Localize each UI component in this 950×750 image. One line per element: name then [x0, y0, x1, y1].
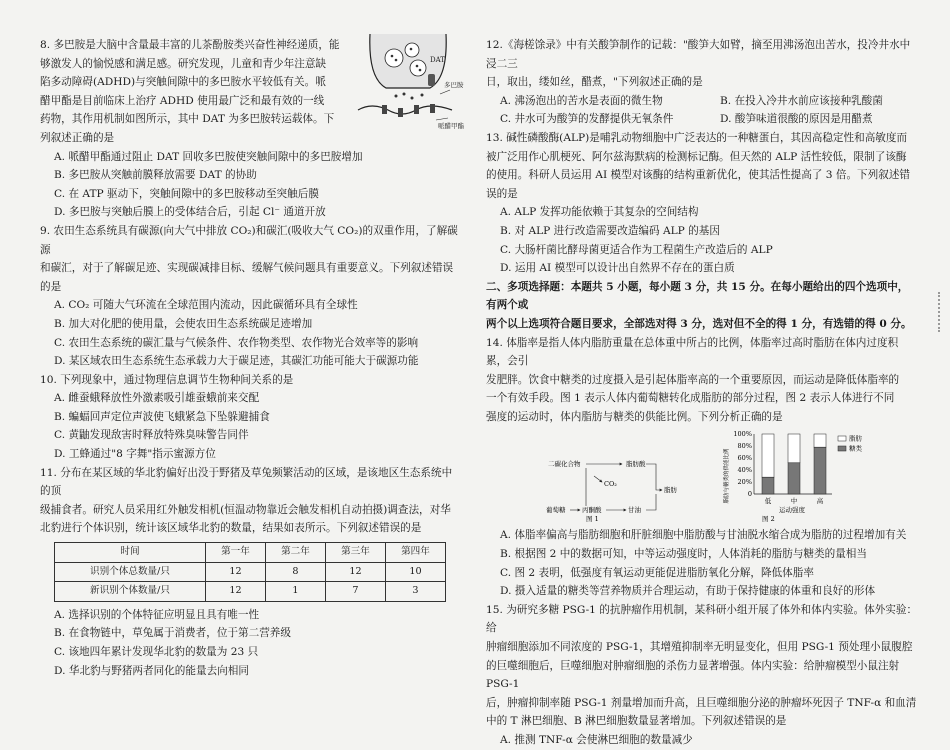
q8-line: 够激发人的愉悦感和满足感。研究发现，儿童和青少年注意缺 [40, 57, 327, 70]
q14-line: 14. 体脂率是指人体内脂肪重量在总体重中所占的比例，体脂率过高时脂肪在体内过度积累，会引 [486, 336, 899, 368]
q15-line: 的巨噬细胞后，巨噬细胞对肿瘤细胞的杀伤力显著增强。体内实验：给肿瘤模型小鼠注射 PSG-1 [486, 659, 900, 691]
q13-line: 13. 碱性磷酸酶(ALP)是哺乳动物细胞中广泛表达的一种糖蛋白，其因高稳定性和高敏度而 [486, 131, 908, 144]
question-12 [486, 36, 918, 129]
x-category-labels [765, 496, 824, 505]
q8-option-a: A. 哌醋甲酯通过阻止 DAT 回收多巴胺使突触间隙中的多巴胺增加 [54, 150, 363, 163]
q10-option-b: B. 蝙蝠回声定位声波使飞蛾紧急下坠躲避捕食 [54, 410, 270, 423]
label-glycerol: 甘油 [628, 506, 641, 515]
q15-line: 后，肿瘤抑制率随 PSG-1 剂量增加而升高，且巨噬细胞分泌的肿瘤坏死因子 TNF-α 和血清 [486, 696, 917, 709]
y-tick-label: 0 [747, 490, 752, 499]
q12-option-d: D. 酸笋味道很酸的原因是用醋煮 [720, 113, 873, 126]
q12-options-row [486, 110, 918, 129]
q14-line: 一个有效手段。图 1 表示人体内葡萄糖转化成脂肪的部分过程，图 2 表示人体进行不同 [486, 392, 895, 405]
table-header-row [55, 543, 446, 563]
chart-ylabel: 脂肪与糖类的供能比例 [724, 448, 730, 504]
label-fatty-acid: 脂肪酸 [626, 460, 646, 469]
q14-option-a: A. 体脂率偏高与脂肪细胞和肝脏细胞中脂肪酸与甘油脱水缩合成为脂肪的过程增加有关 [500, 529, 907, 542]
q14-figures [500, 428, 918, 524]
binding-edge-marks [938, 292, 944, 332]
label-pyruvate: 丙酮酸 [582, 506, 602, 515]
q12-option-b: B. 在投入冷井水前应该接种乳酸菌 [720, 94, 883, 107]
table-header-cell: 第三年 [325, 543, 385, 563]
bar-fat [814, 434, 826, 447]
question-13 [486, 129, 918, 278]
dopamine-label: 多巴胺 [444, 81, 464, 89]
question-9 [40, 222, 458, 371]
table-cell: 识别个体总数量/只 [55, 562, 206, 582]
x-category-label: 中 [790, 497, 798, 506]
energy-ratio-chart [722, 428, 892, 522]
q11-option-b: B. 在食物链中，草兔属于消费者，位于第二营养级 [54, 627, 291, 640]
leopard-count-table [54, 542, 446, 602]
q8-line: 列叙述正确的是 [40, 131, 115, 144]
label-co2: CO₂ [604, 480, 617, 489]
q15-line: 肿瘤细胞添加不同浓度的 PSG-1，其增殖抑制率无明显变化，但用 PSG-1 预处理小鼠腹腔 [486, 641, 913, 654]
legend-sugar-swatch [838, 446, 846, 451]
dat-label: DAT [430, 56, 445, 64]
synapse-diagram [352, 32, 464, 132]
q15-line: 中的 T 淋巴细胞、B 淋巴细胞数量显著增加。下列叙述错误的是 [486, 715, 787, 728]
question-15 [486, 601, 918, 750]
legend-sugar-label: 糖类 [849, 444, 862, 453]
q11-option-c: C. 该地四年累计发现华北豹的数量为 23 只 [54, 646, 259, 658]
bar-fat [788, 434, 800, 463]
table-cell: 12 [205, 582, 265, 602]
table-cell: 7 [325, 582, 385, 602]
q10-option-c: C. 黄鼬发现敌害时释放特殊臭味警告同伴 [54, 429, 249, 442]
q13-line: 误的是 [486, 187, 518, 200]
q14-option-c: C. 图 2 表明，低强度有氧运动更能促进脂肪氧化分解，降低体脂率 [500, 566, 814, 579]
section-2-heading [486, 278, 918, 334]
table-cell: 12 [325, 562, 385, 582]
table-cell: 3 [385, 582, 445, 602]
q11-line: 北豹进行个体识别，统计该区域华北豹的数量，结果如表所示。下列叙述错误的是 [40, 522, 422, 535]
q13-option-a: A. ALP 发挥功能依赖于其复杂的空间结构 [500, 206, 699, 219]
section-2-line: 两个以上选项符合题目要求，全部选对得 3 分，选对但不全的得 1 分，有选错的得 0 分。 [486, 317, 912, 330]
q9-line: 和碳汇，对于了解碳足迹、实现碳减排目标、缓解气候问题具有重要意义。下列叙述错误的是 [40, 262, 454, 293]
q12-line: 日，取出，缕如丝，醋煮，"下列叙述正确的是 [486, 76, 703, 89]
table-cell: 10 [385, 562, 445, 582]
q10-option-d: D. 工蜂通过"8 字舞"指示蜜源方位 [54, 448, 216, 461]
x-category-label: 高 [816, 497, 824, 506]
q11-option-d: D. 华北豹与野猪两者同化的能量去向相同 [54, 664, 249, 677]
q15-line: 15. 为研究多糖 PSG-1 的抗肿瘤作用机制，某科研小组开展了体外和体内实验。体外实验：给 [486, 603, 918, 635]
q8-option-d: D. 多巴胺与突触后膜上的受体结合后，引起 Cl⁻ 通道开放 [54, 206, 326, 219]
y-tick-label: 80% [737, 442, 752, 451]
figure-1-caption: 图 1 [586, 515, 599, 523]
q9-option-b: B. 加大对化肥的使用量，会使农田生态系统碳足迹增加 [54, 317, 313, 330]
q14-line: 强度的运动时，体内脂肪与糖类的供能比例。下列分析正确的是 [486, 410, 783, 423]
vesicle [385, 49, 403, 67]
q13-line: 被广泛用作心肌梗死、阿尔兹海默病的检测标记酶。但天然的 ALP 活性较低，限制了该酶 [486, 150, 907, 163]
q12-options-row [486, 92, 918, 111]
y-tick-label: 20% [737, 478, 752, 487]
table-cell: 12 [205, 562, 265, 582]
table-header-cell: 时间 [55, 543, 206, 563]
legend-fat-label: 脂肪 [849, 434, 862, 443]
dat-transporter [428, 74, 435, 86]
q8-line: 8. 多巴胺是大脑中含量最丰富的儿茶酚胺类兴奋性神经递质，能 [40, 39, 340, 51]
question-10 [40, 371, 458, 464]
vesicle [410, 60, 426, 76]
bar-sugar [814, 448, 826, 495]
q12-option-a: A. 沸汤泡出的苦水是表面的微生物 [500, 94, 663, 107]
q8-line: 醋甲酯是目前临床上治疗 ADHD 使用最广泛和最有效的一线 [40, 94, 325, 107]
q8-line: 陷多动障碍(ADHD)与突触间隙中的多巴胺水平较低有关。哌 [40, 76, 326, 89]
y-tick-label: 60% [737, 454, 752, 463]
q12-line: 12.《海槎馀录》中有关酸笋制作的记载："酸笋大如臂，摘至用沸汤泡出苦水，投冷井水中浸二三 [486, 39, 911, 70]
bar-sugar [762, 478, 774, 495]
q10-stem: 10. 下列现象中，通过物理信息调节生物种间关系的是 [40, 373, 294, 386]
pathway-figure-1 [546, 454, 696, 522]
chart-xlabel: 运动强度 [779, 506, 805, 515]
q11-line: 级捕食者。研究人员采用红外触发相机(恒温动物靠近会触发相机自动拍摄)调查法，对华 [40, 503, 451, 516]
vesicle [405, 43, 419, 57]
left-column [40, 36, 464, 680]
table-cell: 8 [265, 562, 325, 582]
y-tick-label: 100% [733, 430, 752, 439]
section-2-line: 二、多项选择题：本题共 5 小题，每小题 3 分，共 15 分。在每小题给出的四个选项中，有两个或 [486, 280, 909, 312]
q15-option-a: A. 推测 TNF-α 会使淋巴细胞的数量减少 [500, 734, 693, 746]
bar-group [762, 434, 826, 494]
q11-option-a: A. 选择识别的个体特征应明显且具有唯一性 [54, 608, 260, 621]
q14-option-d: D. 摄入适量的糖类等营养物质并合理运动，有助于保持健康的体重和良好的形体 [500, 585, 876, 598]
question-8 [40, 36, 464, 222]
q9-option-c: C. 农田生态系统的碳汇量与气候条件、农作物类型、农作物光合效率等的影响 [54, 336, 419, 349]
legend-fat-swatch [838, 436, 846, 441]
bar-sugar [788, 463, 800, 494]
table-row [55, 582, 446, 602]
q13-option-d: D. 运用 AI 模型可以设计出自然界不存在的蛋白质 [500, 262, 735, 275]
q8-line: 药物，其作用机制如图所示，其中 DAT 为多巴胺转运载体。下 [40, 113, 335, 126]
label-two-carbon: 二碳化合物 [548, 460, 581, 469]
table-header-cell: 第一年 [205, 543, 265, 563]
x-category-label: 低 [764, 497, 772, 506]
q8-option-c: C. 在 ATP 驱动下，突触间隙中的多巴胺移动至突触后膜 [54, 187, 319, 200]
question-11 [40, 464, 458, 681]
q8-option-b: B. 多巴胺从突触前膜释放需要 DAT 的协助 [54, 169, 257, 182]
table-header-cell: 第四年 [385, 543, 445, 563]
q13-line: 的使用。科研人员运用 AI 模型对该酶的结构重新优化，使其活性提高了 3 倍。下列叙述错 [486, 169, 911, 182]
postsynaptic-membrane [358, 106, 452, 114]
table-cell: 1 [265, 582, 325, 602]
table-row [55, 562, 446, 582]
label-fat: 脂肪 [664, 486, 677, 495]
q9-option-d: D. 某区域农田生态系统生态承载力大于碳足迹，其碳汇功能可能大于碳源功能 [54, 355, 419, 368]
drug-label: 哌醋甲酯 [438, 122, 464, 130]
q9-line: 9. 农田生态系统具有碳源(向大气中排放 CO₂)和碳汇(吸收大气 CO₂)的双重作用，了解碳源 [40, 224, 458, 256]
q9-option-a: A. CO₂ 可随大气环流在全球范围内流动，因此碳循环具有全球性 [54, 299, 358, 312]
q10-option-a: A. 雌蚕蛾释放性外激素吸引雄蚕蛾前来交配 [54, 392, 260, 405]
y-tick-label: 40% [737, 466, 752, 475]
label-glucose: 葡萄糖 [546, 506, 566, 515]
question-14 [486, 334, 918, 601]
q12-option-c: C. 井水可为酸笋的发酵提供无氧条件 [500, 113, 674, 126]
table-cell: 新识别个体数量/只 [55, 582, 206, 602]
right-column [486, 36, 918, 750]
table-header-cell: 第二年 [265, 543, 325, 563]
q14-option-b: B. 根据图 2 中的数据可知，中等运动强度时，人体消耗的脂肪与糖类的量相当 [500, 548, 867, 561]
figure-2-caption: 图 2 [762, 515, 775, 523]
q13-option-b: B. 对 ALP 进行改造需要改造编码 ALP 的基因 [500, 224, 720, 237]
q11-line: 11. 分布在某区域的华北豹偏好出没于野猪及草兔频繁活动的区域，是该地区生态系统中的顶 [40, 466, 453, 498]
q14-line: 发肥胖。饮食中糖类的过度摄入是引起体脂率高的一个重要原因，而运动是降低体脂率的 [486, 373, 900, 386]
q13-option-c: C. 大肠杆菌比酵母菌更适合作为工程菌生产改造后的 ALP [500, 243, 773, 256]
y-axis-ticks [733, 430, 752, 498]
bar-fat [762, 434, 774, 477]
